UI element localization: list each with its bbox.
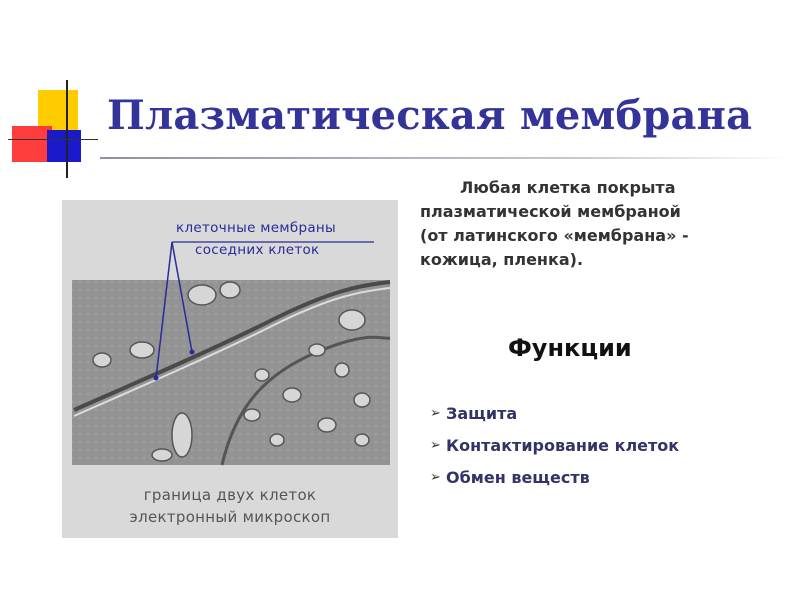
decor-horizontal-line <box>8 139 98 140</box>
description-line: (от латинского «мембрана» - <box>420 226 689 245</box>
function-label: Контактирование клеток <box>446 435 680 455</box>
list-item <box>430 397 679 429</box>
slide-title: Плазматическая мембрана <box>107 92 753 139</box>
function-label: Защита <box>446 403 518 423</box>
micrograph-label-line1: клеточные мембраны <box>176 220 336 236</box>
decor-yellow-square <box>38 90 78 130</box>
functions-list <box>430 397 679 493</box>
arrow-bullet-icon: ➢ <box>430 437 441 453</box>
description-text <box>420 176 780 272</box>
description-line: Любая клетка покрыта <box>460 178 676 197</box>
function-label: Обмен веществ <box>446 467 590 487</box>
micrograph-caption-line2: электронный микроскоп <box>129 508 331 526</box>
title-underline <box>100 157 790 159</box>
micrograph-label-line2: соседних клеток <box>195 242 320 258</box>
decor-blue-square <box>47 130 81 162</box>
list-item <box>430 429 679 461</box>
micrograph-caption-line1: граница двух клеток <box>143 486 317 504</box>
description-line: плазматической мембраной <box>420 202 681 221</box>
micrograph-image <box>62 200 398 538</box>
list-item <box>430 461 679 493</box>
arrow-bullet-icon: ➢ <box>430 405 441 421</box>
arrow-bullet-icon: ➢ <box>430 469 441 485</box>
description-line: кожица, пленка). <box>420 250 584 269</box>
decor-red-square <box>12 126 52 162</box>
decor-vertical-line <box>66 80 68 178</box>
functions-heading: Функции <box>508 334 632 362</box>
